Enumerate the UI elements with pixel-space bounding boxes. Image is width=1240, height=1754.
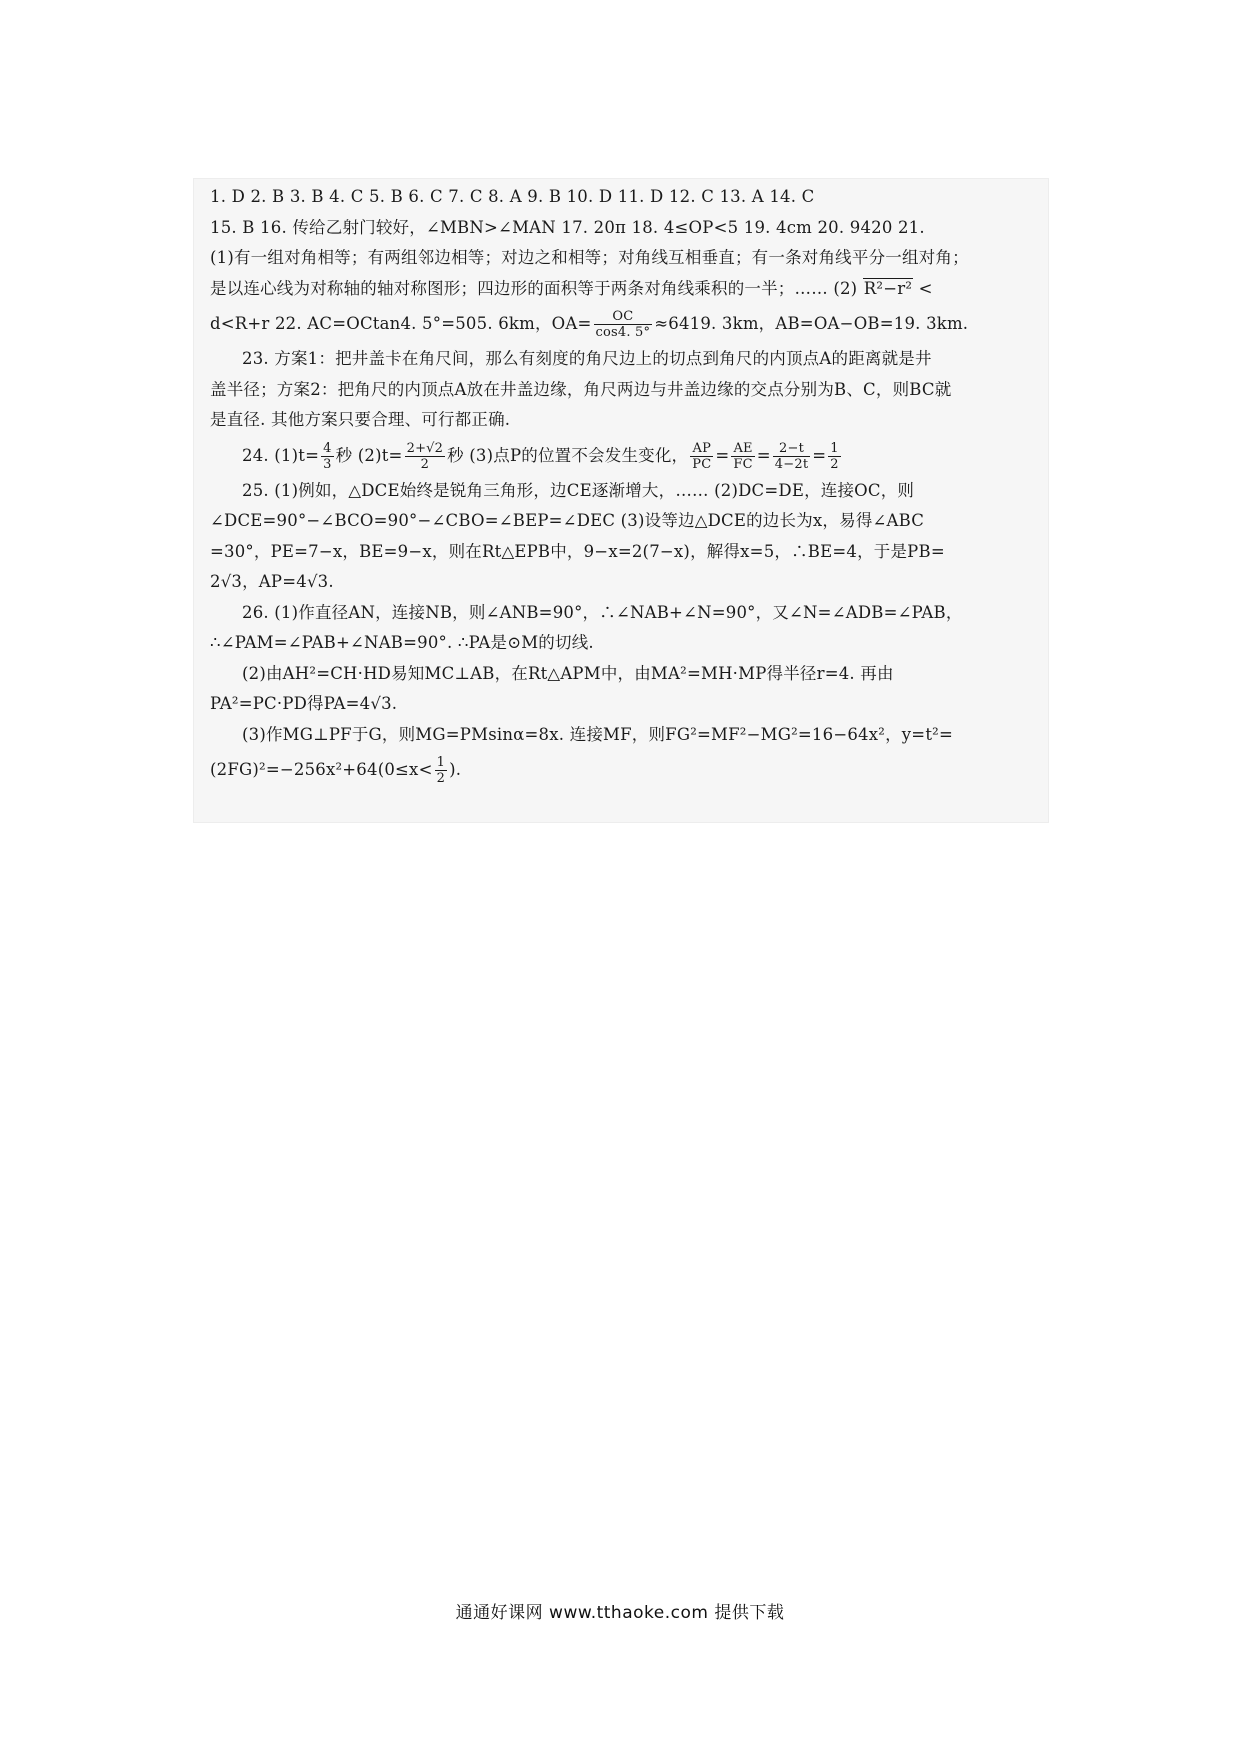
fraction-numerator: 1: [830, 440, 839, 456]
fraction-numerator: 2+√2: [406, 440, 444, 456]
answer-26-line-1: 26. (1)作直径AN，连接NB，则∠ANB=90°，∴∠NAB+∠N=90°，又∠N=∠ADB=∠PAB，: [242, 602, 963, 622]
fraction-ap-pc: [690, 441, 713, 472]
answer-25-line-3: =30°，PE=7−x，BE=9−x，则在Rt△EPB中，9−x=2(7−x)，解得x=5，∴BE=4，于是PB=: [210, 541, 945, 561]
answer-26-line-6: [210, 750, 1042, 790]
fraction-denominator: 2: [420, 456, 430, 472]
answer-26-line-5: (3)作MG⊥PF于G，则MG=PMsinα=8x. 连接MF，则FG²=MF²−MG²=16−64x²，y=t²=: [242, 724, 953, 744]
fraction-2-plus-root2: [405, 441, 446, 472]
footer-source-note: 通通好课网 www.tthaoke.com 提供下载: [455, 1603, 785, 1623]
fraction-denominator: 2: [830, 456, 839, 472]
fraction-numerator: OC: [594, 309, 653, 325]
answer-line-5: [210, 304, 1042, 344]
answer-line-4-text: 是以连心线为对称轴的轴对称图形；四边形的面积等于两条对角线乘积的一半；…… (2): [210, 278, 863, 298]
answer-25-line-2: ∠DCE=90°−∠BCO=90°−∠CBO=∠BEP=∠DEC (3)设等边△DCE的边长为x，易得∠ABC: [210, 511, 925, 530]
answer-23-line-1: 23. 方案1：把井盖卡在角尺间，那么有刻度的角尺边上的切点到角尺的内顶点A的距离就是井: [242, 349, 932, 368]
answer-26-line-6-tail: ).: [449, 760, 462, 779]
answer-line-3: (1)有一组对角相等；有两组邻边相等；对边之和相等；对角线互相垂直；有一条对角线平分一组对角；: [210, 248, 969, 267]
fraction-numerator: 4: [323, 440, 332, 456]
fraction-denominator: 2: [436, 771, 446, 786]
answer-line-2: 15. B 16. 传给乙射门较好，∠MBN>∠MAN 17. 20π 18. 4≤OP<5 19. 4cm 20. 9420 21.: [210, 217, 925, 237]
equals-sign: =: [756, 445, 771, 465]
answer-line-4-tail: <: [913, 278, 933, 298]
answer-23-line-2: 盖半径；方案2：把角尺的内顶点A放在井盖边缘，角尺两边与井盖边缘的交点分别为B、C，则BC就: [210, 379, 952, 399]
answer-22-tail: ≈6419. 3km，AB=OA−OB=19. 3km.: [654, 314, 969, 333]
answer-23-line-3: 是直径. 其他方案只要合理、可行都正确.: [210, 410, 511, 429]
answer-key: [210, 182, 1042, 790]
fraction-denominator: PC: [692, 456, 712, 472]
answer-22-text: d<R+r 22. AC=OCtan4. 5°=505. 6km，OA=: [210, 314, 592, 333]
equals-sign: =: [715, 445, 730, 465]
fraction-numerator: 1: [436, 755, 446, 770]
answer-25-line-4: 2√3，AP=4√3.: [210, 572, 334, 591]
answer-25-line-1: 25. (1)例如，△DCE始终是锐角三角形，边CE逐渐增大，…… (2)DC=DE，连接OC，则: [242, 480, 915, 500]
answer-line-4: [210, 274, 1042, 305]
answer-24-part-3: 秒 (3)点P的位置不会发生变化，: [447, 445, 689, 465]
answer-26-line-6-text: (2FG)²=−256x²+64(0≤x<: [210, 760, 433, 779]
fraction-denominator: cos4. 5°: [595, 325, 651, 340]
fraction-denominator: FC: [733, 456, 753, 472]
answer-24-part-2: 秒 (2)t=: [335, 445, 403, 465]
fraction-numerator: AP: [690, 441, 713, 457]
fraction-oc-cos: [594, 309, 653, 340]
sqrt-expression: R²−r²: [863, 278, 913, 298]
fraction-denominator: 4−2t: [774, 456, 809, 472]
fraction-1-2: [435, 755, 447, 786]
fraction-numerator: AE: [731, 441, 754, 457]
fraction-denominator: 3: [323, 456, 332, 472]
fraction-4-3: [321, 441, 333, 472]
answer-26-line-2: ∴∠PAM=∠PAB+∠NAB=90°. ∴PA是⊙M的切线.: [210, 633, 594, 652]
answer-24-part-1: 24. (1)t=: [242, 445, 320, 465]
fraction-ae-fc: [731, 441, 754, 472]
answer-line-1: 1. D 2. B 3. B 4. C 5. B 6. C 7. C 8. A 9. B 10. D 11. D 12. C 13. A 14. C: [210, 187, 815, 206]
answer-24: [210, 436, 1042, 476]
equals-sign: =: [812, 445, 827, 465]
fraction-2-t: [773, 441, 810, 472]
fraction-1-2: [828, 441, 840, 472]
answer-26-line-4: PA²=PC·PD得PA=4√3.: [210, 694, 398, 713]
fraction-numerator: 2−t: [773, 441, 810, 457]
answer-26-line-3: (2)由AH²=CH·HD易知MC⊥AB，在Rt△APM中，由MA²=MH·MP得半径r=4. 再由: [242, 663, 894, 683]
